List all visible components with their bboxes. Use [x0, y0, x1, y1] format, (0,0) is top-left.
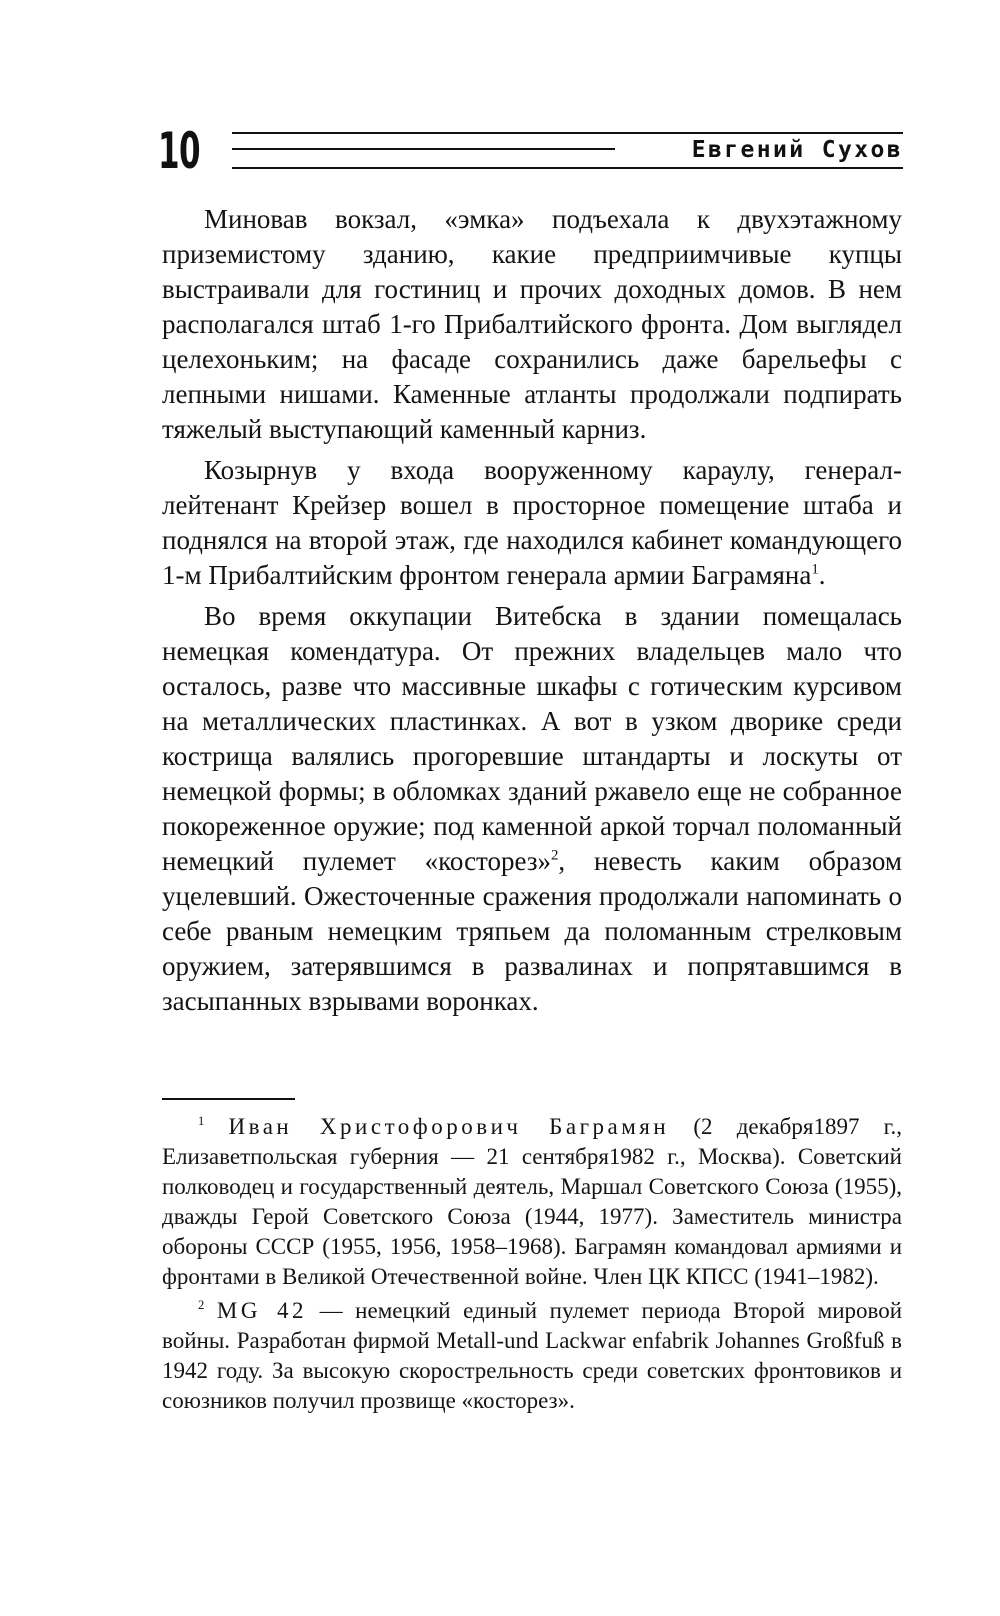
footnote-marker-2: 2	[198, 1298, 205, 1313]
paragraph-2: Козырнув у входа вооруженному караулу, генерал-лейтенант Крейзер вошел в просторное помещение штаба и поднялся на второй этаж, где находился кабинет командующего 1-м Прибалтийским фронтом генерала армии Баграмяна$^1$.	[162, 455, 902, 590]
paragraph-3: Во время оккупации Витебска в здании помещалась немецкая комендатура. От прежних владельцев мало что осталось, разве что массивные шкафы с готическим курсивом на металлических пластинках. А вот в узком дворике среди кострища валялись прогоревшие штандарты и лоскуты от немецкой формы; в обломках зданий ржавело еще не собранное покореженное оружие; под каменной аркой торчал поломанный немецкий пулемет «косторез»$^2$, невесть каким образом уцелевший. Ожесточенные сражения продолжали напоминать о себе рваным немецким тряпьем да поломанным стрелковым оружием, затерявшимся в развалинах и попрятавшимся в засыпанных взрывами воронках.	[162, 601, 902, 1016]
header-rule-bottom	[232, 167, 903, 169]
footnote-2: $^2$ MG 42 — немецкий единый пулемет периода Второй мировой войны. Разработан фирмой Metall-und Lackwar enfabrik Johannes Großfuß в 1942 году. За высокую скорострельность среди советских фронтовиков и союзников получил прозвище «косторез».	[162, 1298, 903, 1413]
header-rule-top	[232, 132, 903, 134]
paragraph-1: Миновав вокзал, «эмка» подъехала к двухэтажному приземистому зданию, какие предприимчивые купцы выстраивали для гостиниц и прочих доходных домов. В нем располагался штаб 1-го Прибалтийского фронта. Дом выглядел целехоньким; на фасаде сохранились даже барельефы с лепными нишами. Каменные атланты продолжали подпирать тяжелый выступающий каменный карниз.	[162, 204, 902, 444]
footnote-separator	[162, 1098, 295, 1100]
footnote-1: $^1$ Иван Христофорович Баграмян (2 декабря1897 г., Елизаветпольская губерния — 21 сентября1982 г., Москва). Советский полководец и государственный деятель, Маршал Советского Союза (1955), дважды Герой Советского Союза (1944, 1977). Заместитель министра обороны СССР (1955, 1956, 1958–1968). Баграмян командовал армиями и фронтами в Великой Отечественной войне. Член ЦК КПСС (1941–1982).	[162, 1114, 902, 1289]
footnotes	[162, 1112, 902, 1420]
footnote-marker-1: 1	[198, 1114, 205, 1129]
footnote-ref-2[interactable]: 2	[550, 847, 559, 864]
header-rule-middle	[232, 148, 615, 150]
footnote-2-term: MG 42	[216, 1298, 308, 1323]
main-text	[162, 202, 902, 1025]
footnote-1-term: Иван Христофорович Баграмян	[228, 1114, 670, 1139]
page-number: 10	[158, 122, 200, 180]
running-head-author: Евгений Сухов	[691, 137, 903, 163]
footnote-ref-1[interactable]: 1	[811, 561, 819, 578]
